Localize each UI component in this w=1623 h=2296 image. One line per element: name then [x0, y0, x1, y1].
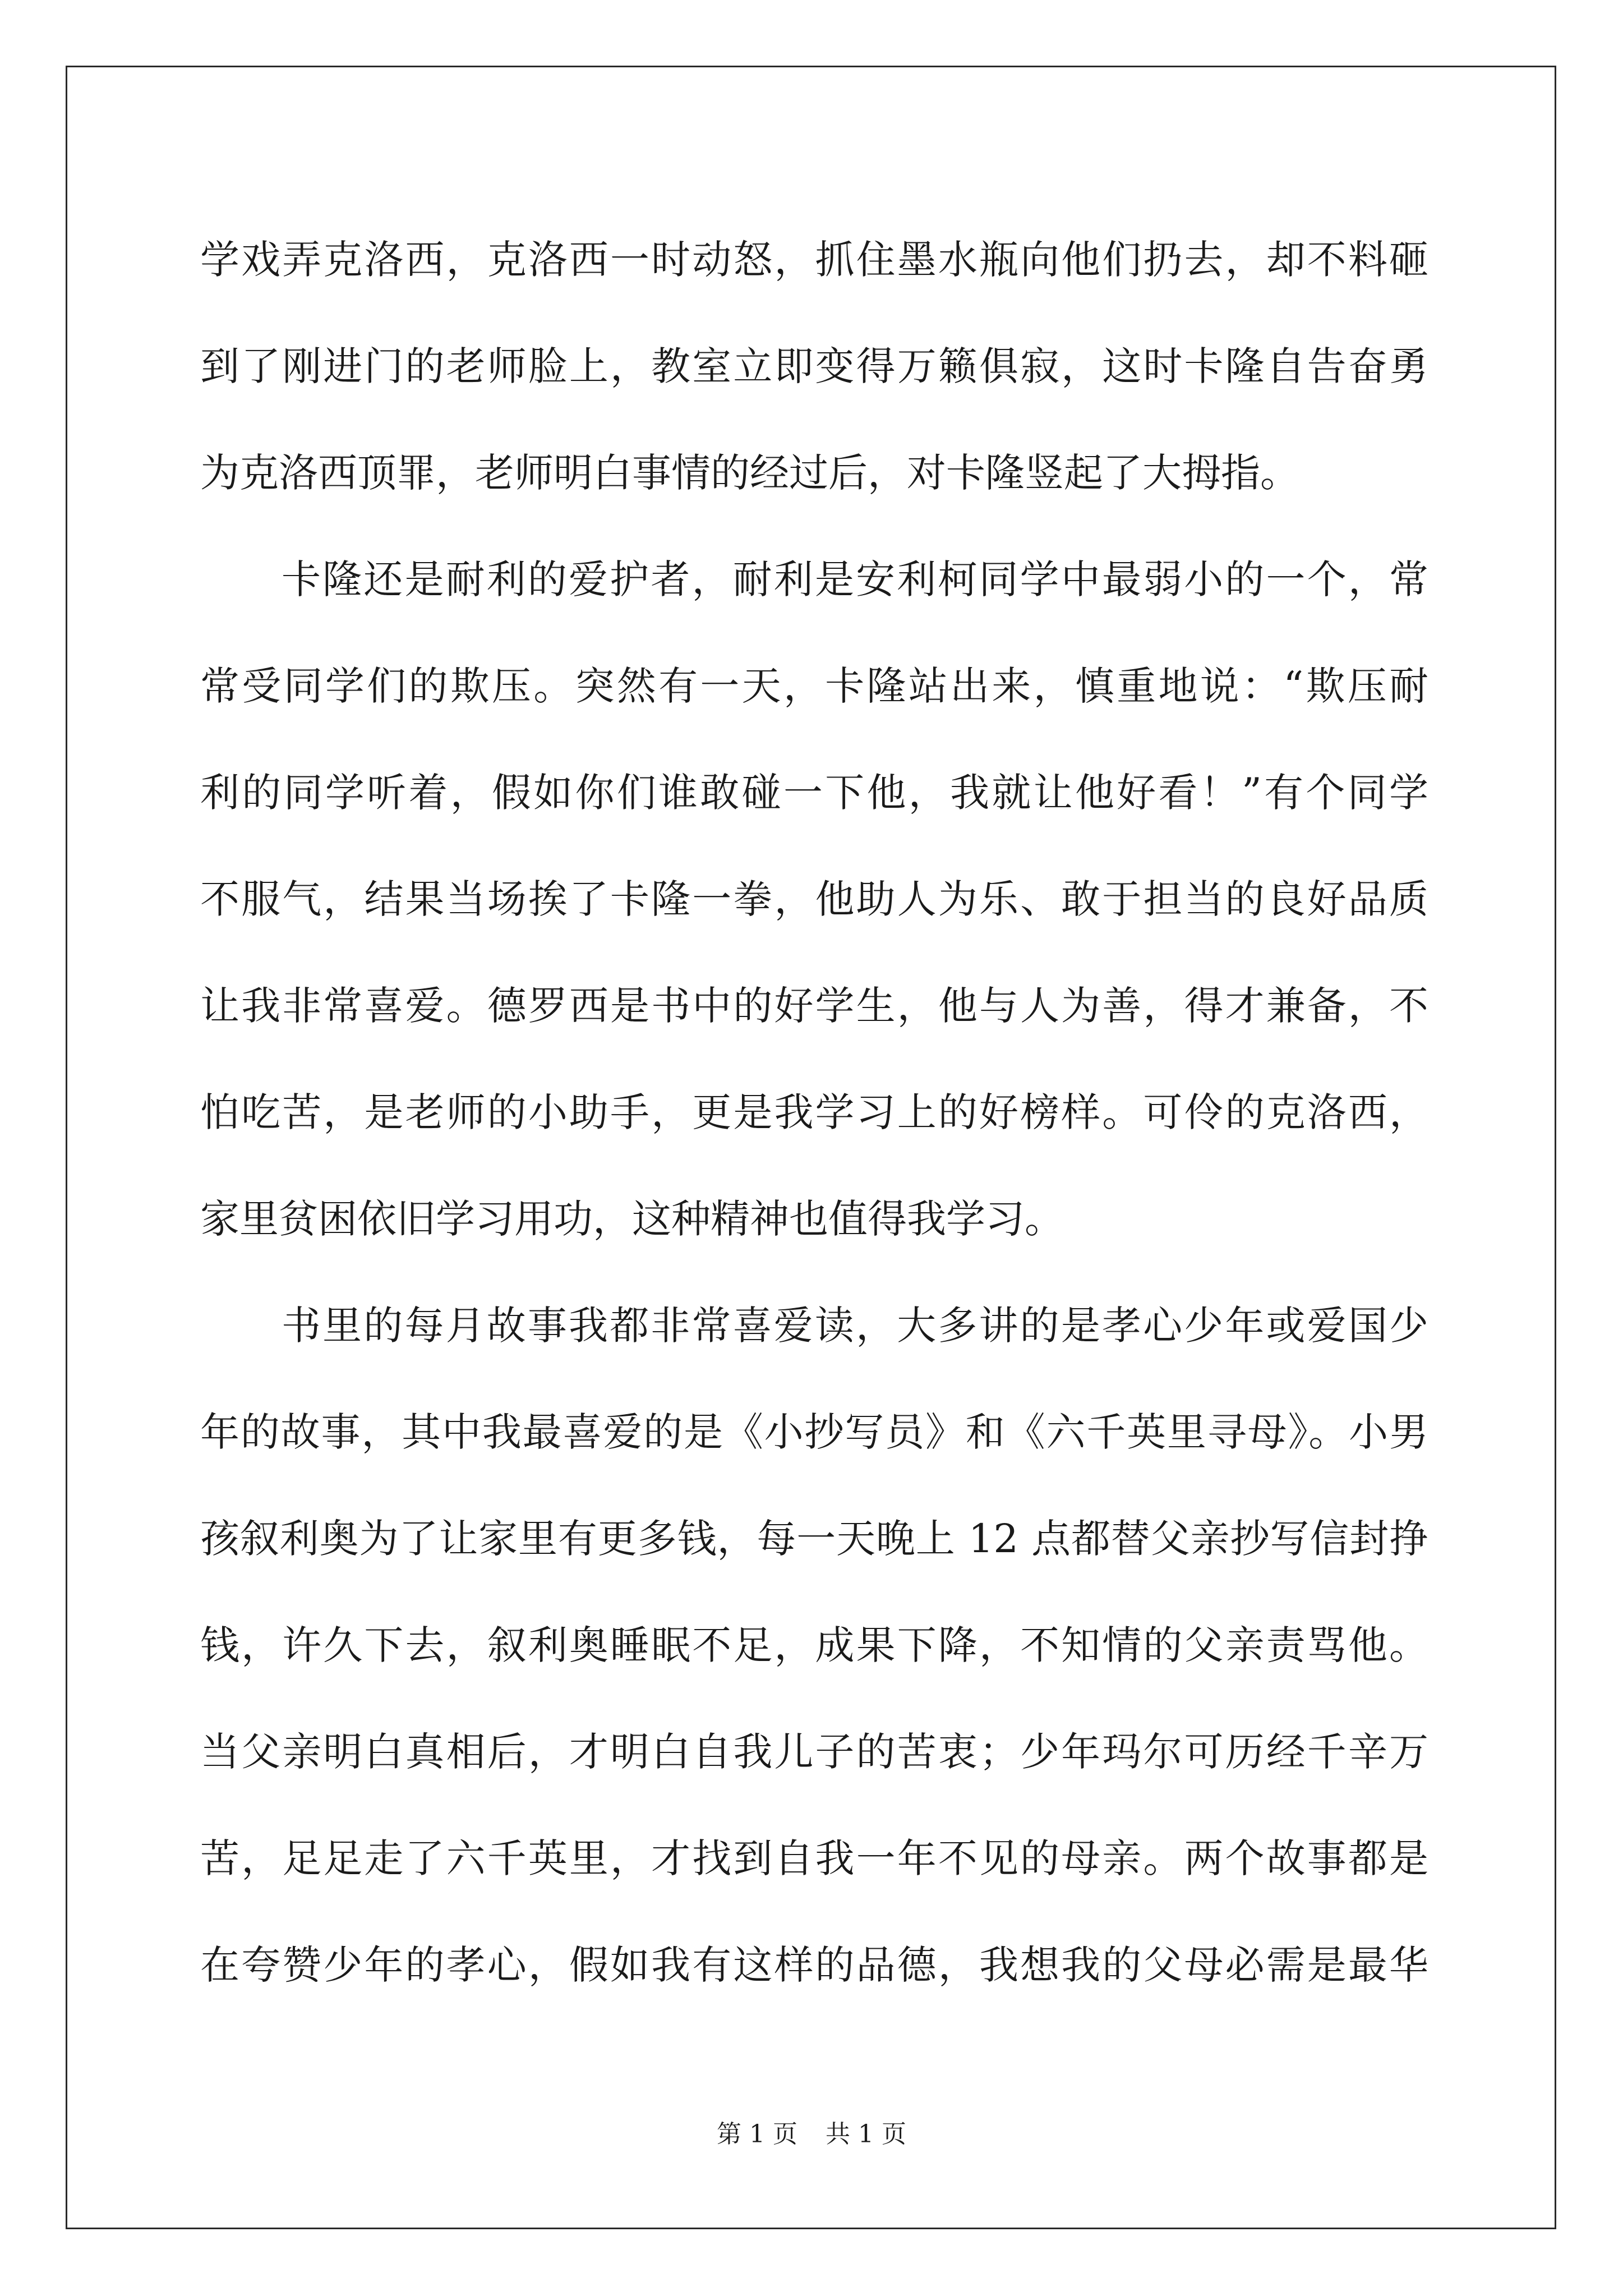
text-line: 当父亲明白真相后，才明白自我儿子的苦衷；少年玛尔可历经千辛万 — [200, 1729, 1428, 1775]
text-line: 孩叙利奥为了让家里有更多钱，每一天晚上 12 点都替父亲抄写信封挣 — [200, 1516, 1428, 1562]
text-line: 怕吃苦，是老师的小助手，更是我学习上的好榜样。可伶的克洛西， — [200, 1089, 1428, 1135]
text-line: 到了刚进门的老师脸上，教室立即变得万籁俱寂，这时卡隆自告奋勇 — [200, 343, 1428, 389]
document-body — [200, 206, 1428, 2018]
page-footer — [0, 2118, 1623, 2151]
text-line: 苦，足足走了六千英里，才找到自我一年不见的母亲。两个故事都是 — [200, 1835, 1428, 1881]
text-line: 学戏弄克洛西，克洛西一时动怒，抓住墨水瓶向他们扔去，却不料砸 — [200, 237, 1428, 283]
text-line: 在夸赞少年的孝心，假如我有这样的品德，我想我的父母必需是最华 — [200, 1942, 1428, 1988]
text-line: 年的故事，其中我最喜爱的是《小抄写员》和《六千英里寻母》。小男 — [200, 1409, 1428, 1455]
page-total: 共 1 页 — [826, 2120, 906, 2148]
paragraph-first-line: 卡隆还是耐利的爱护者，耐利是安利柯同学中最弱小的一个，常 — [282, 556, 1428, 602]
text-line: 利的同学听着，假如你们谁敢碰一下他，我就让他好看！”有个同学 — [200, 770, 1428, 816]
text-line: 不服气，结果当场挨了卡隆一拳，他助人为乐、敢于担当的良好品质 — [200, 876, 1428, 922]
text-line: 为克洛西顶罪，老师明白事情的经过后，对卡隆竖起了大拇指。 — [200, 450, 1299, 496]
text-line: 常受同学们的欺压。突然有一天，卡隆站出来，慎重地说：“欺压耐 — [200, 663, 1428, 709]
text-line: 钱，许久下去，叙利奥睡眠不足，成果下降，不知情的父亲责骂他。 — [200, 1622, 1428, 1668]
text-line: 让我非常喜爱。德罗西是书中的好学生，他与人为善，得才兼备，不 — [200, 983, 1428, 1029]
paragraph-first-line: 书里的每月故事我都非常喜爱读，大多讲的是孝心少年或爱国少 — [282, 1303, 1428, 1349]
page-number: 第 1 页 — [717, 2120, 797, 2148]
text-line: 家里贫困依旧学习用功，这种精神也值得我学习。 — [200, 1196, 1064, 1242]
